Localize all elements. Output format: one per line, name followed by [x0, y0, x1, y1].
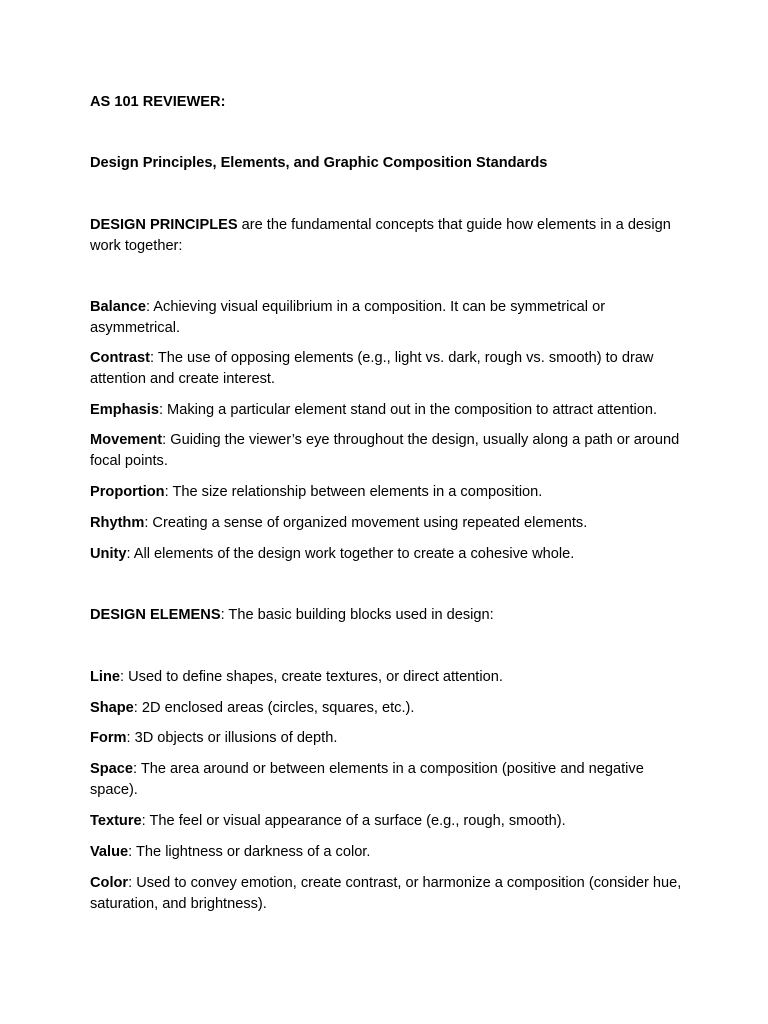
principle-item	[90, 297, 685, 338]
elements-intro-text: : The basic building blocks used in design:	[220, 607, 494, 623]
element-term: Texture	[90, 813, 142, 829]
principle-item	[90, 513, 685, 534]
principle-term: Balance	[90, 299, 146, 315]
principles-intro	[90, 215, 685, 256]
element-definition: : 2D enclosed areas (circles, squares, etc.).	[133, 700, 415, 716]
principle-term: Rhythm	[90, 515, 145, 531]
element-definition: : The area around or between elements in a composition (positive and negative space).	[90, 761, 644, 798]
principle-item	[90, 348, 685, 389]
element-definition: : Used to define shapes, create textures, or direct attention.	[120, 669, 503, 685]
principle-term: Emphasis	[90, 402, 159, 418]
element-item	[90, 728, 685, 749]
element-definition: : The lightness or darkness of a color.	[128, 844, 371, 860]
element-term: Value	[90, 844, 129, 860]
principle-term: Unity	[90, 546, 127, 562]
principle-definition: : Creating a sense of organized movement using repeated elements.	[144, 515, 588, 531]
element-item	[90, 842, 685, 863]
element-definition: : Used to convey emotion, create contrast, or harmonize a composition (consider hue, saturation, and brightness).	[90, 875, 682, 912]
principle-item	[90, 430, 685, 471]
principle-definition: : Guiding the viewer’s eye throughout the design, usually along a path or around focal points.	[90, 432, 680, 469]
principle-item	[90, 544, 685, 565]
elements-intro	[90, 605, 685, 626]
element-item	[90, 667, 685, 688]
principle-term: Proportion	[90, 484, 165, 500]
principles-intro-term: DESIGN PRINCIPLES	[90, 217, 238, 233]
element-term: Space	[90, 761, 133, 777]
element-term: Color	[90, 875, 129, 891]
principle-definition: : Achieving visual equilibrium in a composition. It can be symmetrical or asymmetrical.	[90, 299, 606, 336]
element-term: Line	[90, 669, 120, 685]
document-subtitle: Design Principles, Elements, and Graphic Composition Standards	[90, 155, 548, 171]
principle-definition: : Making a particular element stand out in the composition to attract attention.	[158, 402, 658, 418]
element-definition: : The feel or visual appearance of a surface (e.g., rough, smooth).	[141, 813, 566, 829]
principle-term: Contrast	[90, 350, 150, 366]
principle-term: Movement	[90, 432, 163, 448]
elements-intro-term: DESIGN ELEMENS	[90, 607, 221, 623]
element-item	[90, 873, 685, 914]
principles-intro-text: are the fundamental concepts that guide how elements in a design work together:	[90, 217, 671, 254]
element-definition: : 3D objects or illusions of depth.	[126, 730, 338, 746]
element-term: Shape	[90, 700, 134, 716]
document-title: AS 101 REVIEWER:	[90, 94, 226, 110]
element-item	[90, 811, 685, 832]
element-item	[90, 698, 685, 719]
element-item	[90, 759, 685, 800]
principle-item	[90, 400, 685, 421]
principle-definition: : The use of opposing elements (e.g., light vs. dark, rough vs. smooth) to draw attention and create interest.	[90, 350, 654, 387]
principle-definition: : All elements of the design work together to create a cohesive whole.	[126, 546, 575, 562]
principle-item	[90, 482, 685, 503]
element-term: Form	[90, 730, 127, 746]
principle-definition: : The size relationship between elements in a composition.	[164, 484, 543, 500]
